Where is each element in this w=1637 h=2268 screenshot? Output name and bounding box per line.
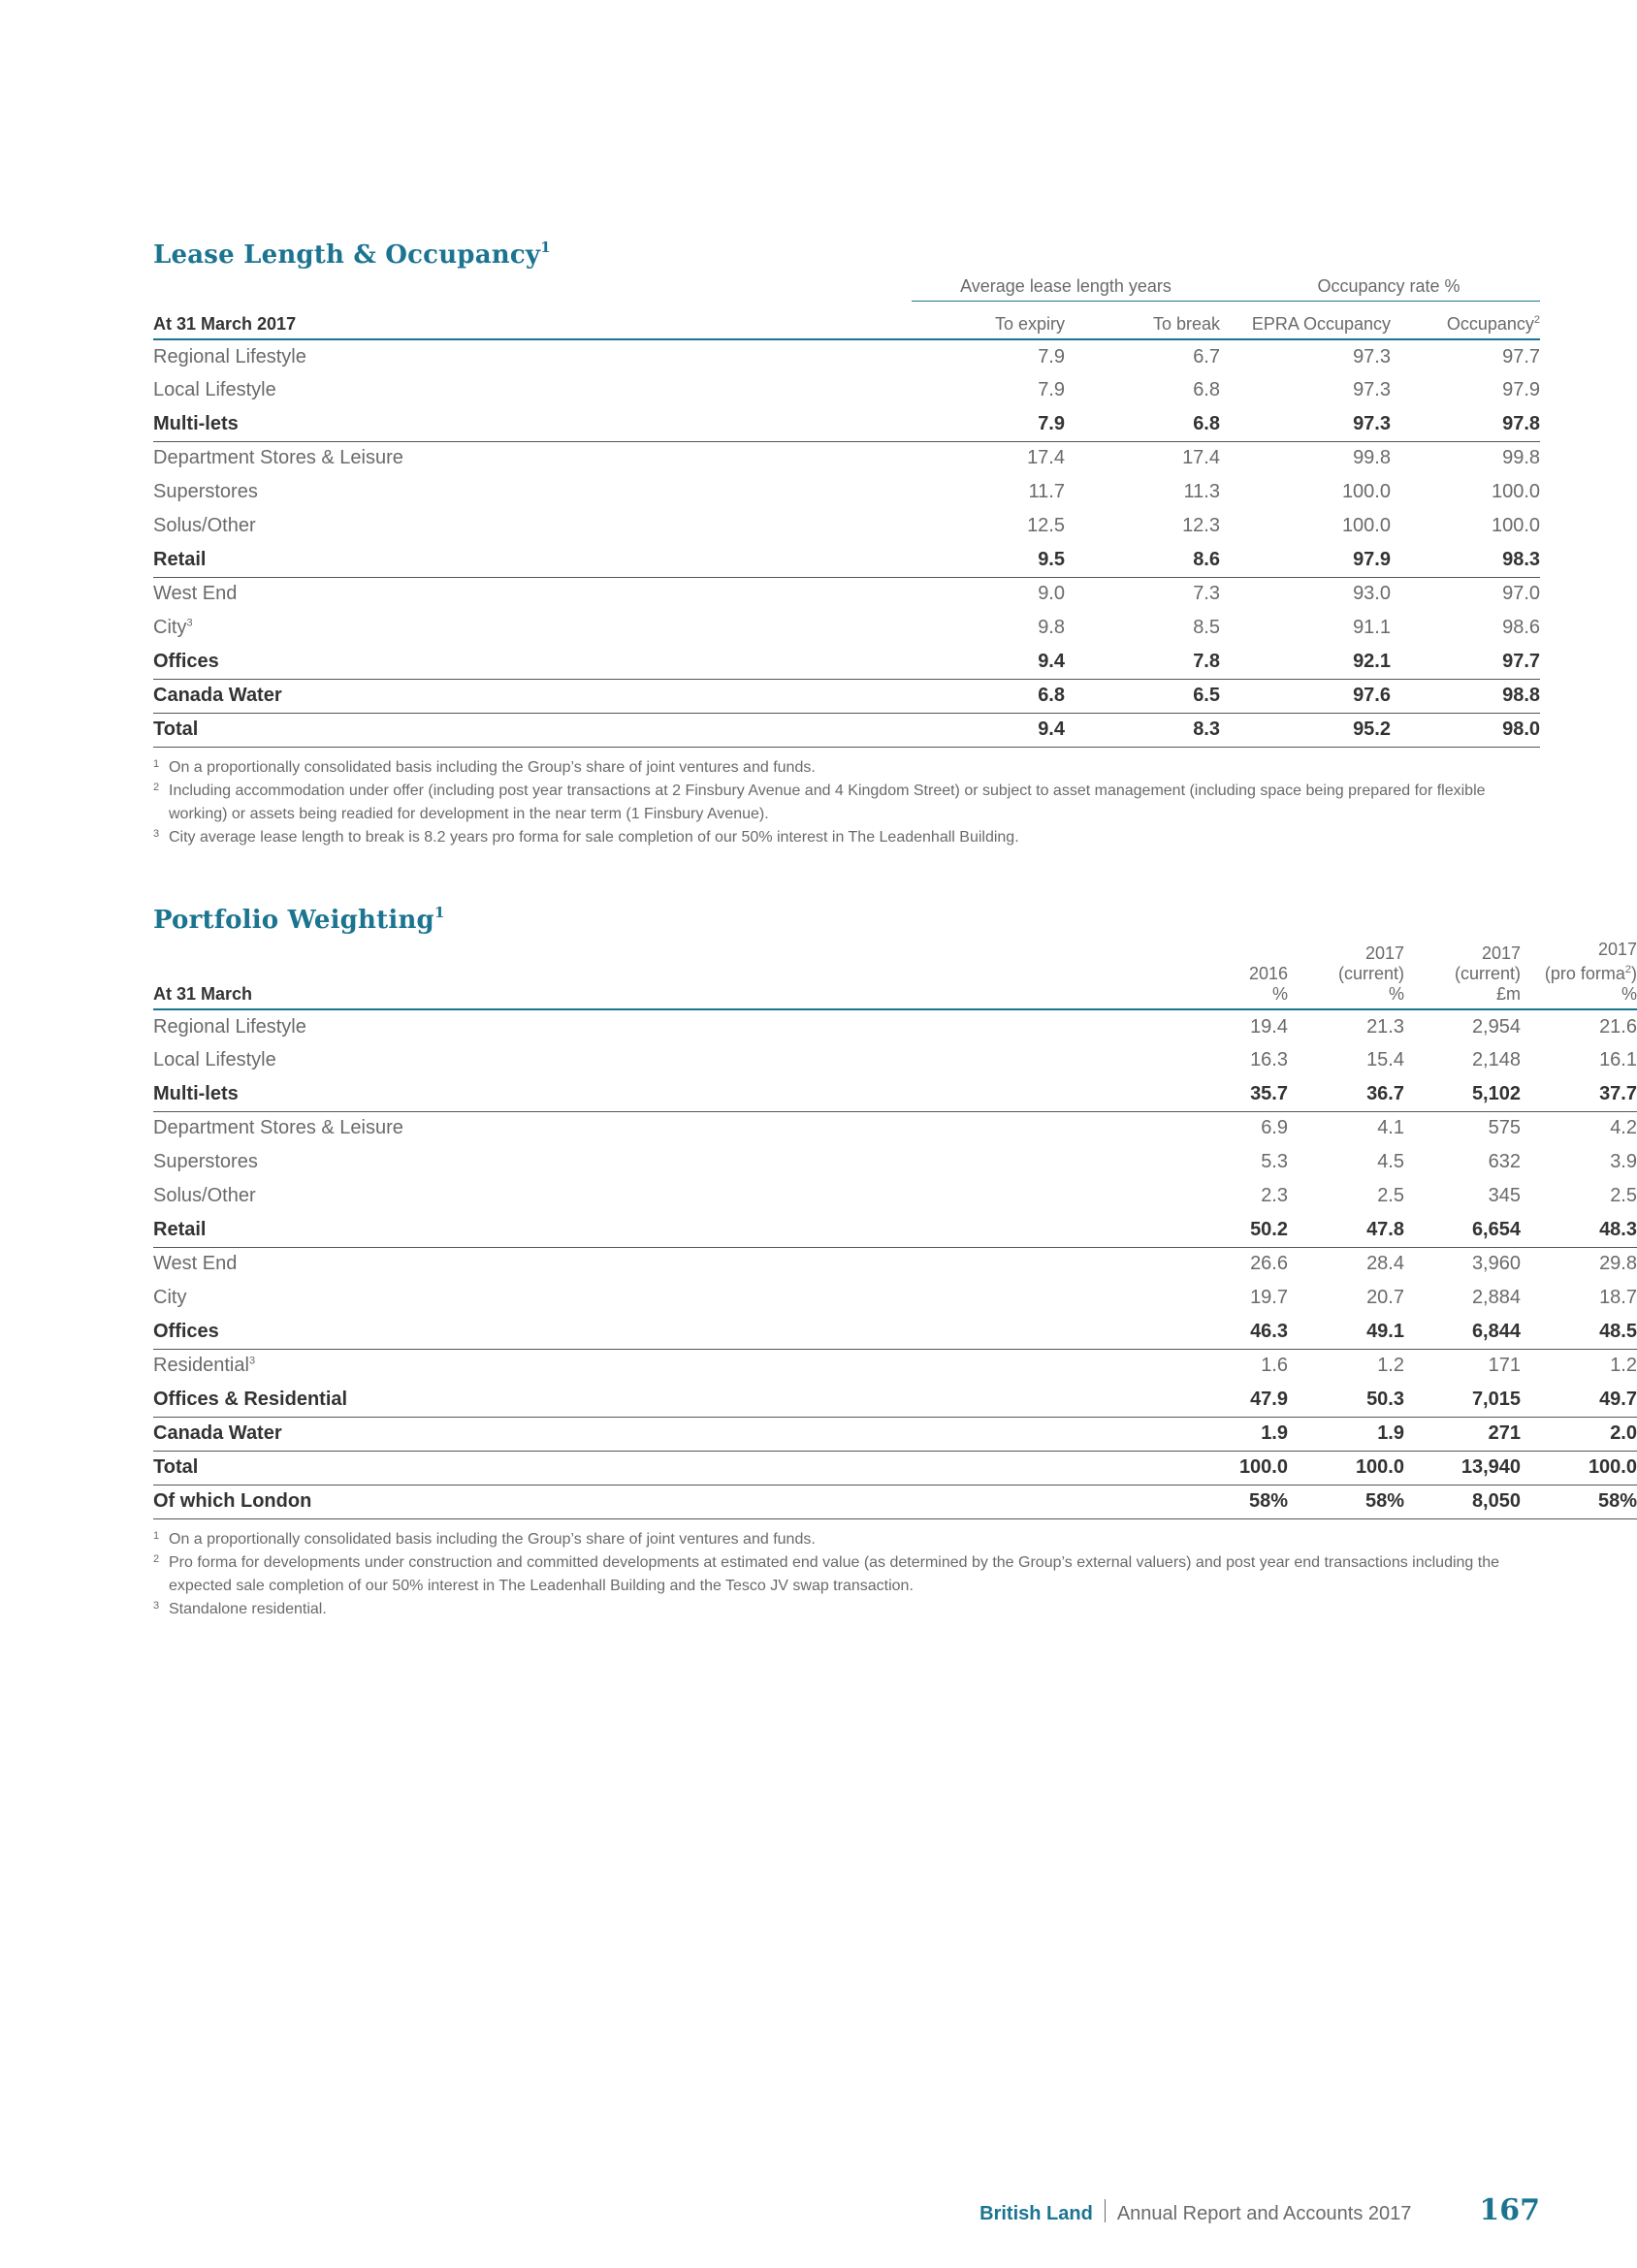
- footnote: [153, 756, 1540, 780]
- row-label-text: Solus/Other: [153, 1185, 256, 1206]
- lease-col-occ-sup: 2: [1533, 314, 1541, 326]
- table-row: [153, 1145, 1637, 1179]
- table-row: [153, 1213, 1637, 1247]
- row-value: 9.5: [912, 543, 1065, 577]
- row-label: [153, 1213, 1191, 1247]
- row-label-text: Retail: [153, 548, 207, 570]
- row-label: [153, 1417, 1191, 1451]
- row-value: 28.4: [1366, 1253, 1404, 1275]
- row-value: 6.7: [1193, 345, 1220, 367]
- row-value: 1.9: [1191, 1417, 1288, 1451]
- row-value: 2.5: [1377, 1185, 1404, 1206]
- lease-col-occ-text: Occupancy: [1446, 314, 1534, 334]
- table-row: [153, 339, 1540, 373]
- row-value: 1.2: [1610, 1355, 1637, 1377]
- row-label-text: Solus/Other: [153, 515, 256, 536]
- table-row: [153, 645, 1540, 679]
- portfolio-col4-close: ): [1631, 964, 1637, 983]
- lease-group-average: Average lease length years: [912, 268, 1220, 302]
- table-row: [153, 1009, 1637, 1043]
- row-value: 98.0: [1391, 713, 1540, 747]
- table-row: [153, 713, 1540, 747]
- row-value: 15.4: [1366, 1049, 1404, 1070]
- footer-report-title: Annual Report and Accounts 2017: [1116, 2203, 1412, 2224]
- row-value: 100.0: [1288, 1451, 1404, 1485]
- footnote-text: Including accommodation under offer (including post year transactions at 2 Finsbury Avenue and 4 Kingdom Street) or subject to asset management (including space being prepared for flexible working) or assets being readied for development in the near term (1 Finsbury Avenue).: [169, 783, 1486, 822]
- row-label: [153, 645, 912, 679]
- row-value: 26.6: [1250, 1253, 1288, 1275]
- row-value: 97.9: [1502, 379, 1541, 400]
- row-value: 48.5: [1521, 1315, 1637, 1349]
- row-value: 49.1: [1288, 1315, 1404, 1349]
- row-value: 21.6: [1599, 1015, 1637, 1038]
- row-value: 13,940: [1404, 1451, 1521, 1485]
- portfolio-col2-sub: (current): [1337, 964, 1404, 983]
- row-value: 9.8: [1038, 617, 1065, 638]
- footnote-number: 2: [153, 782, 160, 793]
- row-value: 7,015: [1404, 1383, 1521, 1417]
- row-value: 4.1: [1377, 1117, 1404, 1139]
- row-label-sup: 3: [186, 617, 193, 629]
- row-value: 7.8: [1065, 645, 1220, 679]
- row-label: [153, 407, 912, 441]
- row-value: 19.4: [1250, 1015, 1288, 1038]
- table-row: [153, 1247, 1637, 1281]
- row-value: 99.8: [1502, 447, 1541, 469]
- footer-brand: British Land: [979, 2203, 1093, 2224]
- row-value: 92.1: [1220, 645, 1391, 679]
- table-row: [153, 407, 1540, 441]
- row-label: [153, 339, 912, 373]
- row-value: 98.6: [1502, 617, 1541, 638]
- lease-title-text: Lease Length & Occupancy: [153, 240, 541, 270]
- portfolio-col4-sup: 2: [1624, 964, 1631, 975]
- row-value: 6,654: [1404, 1213, 1521, 1247]
- row-value: 100.0: [1191, 1451, 1288, 1485]
- portfolio-col-label: At 31 March: [153, 929, 1191, 1009]
- row-label-text: Retail: [153, 1218, 207, 1240]
- row-value: 7.9: [1038, 379, 1065, 400]
- row-value: 2,954: [1471, 1015, 1521, 1038]
- row-value: 2.5: [1610, 1185, 1637, 1206]
- row-value: 9.4: [912, 645, 1065, 679]
- table-row: [153, 577, 1540, 611]
- row-value: 632: [1488, 1151, 1521, 1172]
- portfolio-table: [153, 929, 1637, 1519]
- lease-notes: [153, 756, 1540, 849]
- row-label-text: Department Stores & Leisure: [153, 447, 403, 469]
- row-value: 6.5: [1065, 679, 1220, 713]
- row-value: 93.0: [1353, 583, 1391, 605]
- row-value: 50.2: [1191, 1213, 1288, 1247]
- row-value: 16.3: [1250, 1049, 1288, 1070]
- row-value: 2,884: [1471, 1287, 1521, 1308]
- row-value: 2,148: [1471, 1049, 1521, 1070]
- row-value: 8.5: [1193, 617, 1220, 638]
- row-label: [153, 1247, 1191, 1281]
- row-label: [153, 1145, 1191, 1179]
- row-label-sup: 3: [248, 1355, 256, 1367]
- row-value: 7.9: [1038, 345, 1065, 367]
- row-label-text: Residential: [153, 1355, 249, 1377]
- portfolio-col-2017-current-pct: [1288, 929, 1404, 1009]
- row-value: 6.8: [1193, 379, 1220, 400]
- table-row: [153, 509, 1540, 543]
- row-value: 100.0: [1491, 481, 1541, 502]
- row-label: [153, 713, 912, 747]
- row-label: [153, 1179, 1191, 1213]
- row-value: 6,844: [1404, 1315, 1521, 1349]
- row-value: 4.5: [1377, 1151, 1404, 1172]
- table-row: [153, 679, 1540, 713]
- portfolio-col4-unit: %: [1621, 984, 1637, 1004]
- row-value: 95.2: [1220, 713, 1391, 747]
- row-label: [153, 1281, 1191, 1315]
- row-value: 37.7: [1521, 1077, 1637, 1111]
- footnote-number: 1: [153, 1530, 160, 1542]
- portfolio-col-2017-current-gbp: [1404, 929, 1521, 1009]
- footnote: [153, 826, 1540, 849]
- row-label-text: Department Stores & Leisure: [153, 1117, 403, 1139]
- row-value: 97.3: [1353, 379, 1391, 400]
- row-value: 17.4: [1182, 447, 1220, 469]
- row-value: 47.8: [1288, 1213, 1404, 1247]
- row-value: 16.1: [1599, 1049, 1637, 1070]
- row-value: 58%: [1191, 1485, 1288, 1518]
- row-value: 4.2: [1610, 1117, 1637, 1139]
- portfolio-notes: [153, 1528, 1540, 1621]
- portfolio-col-2016: [1191, 929, 1288, 1009]
- lease-body: [153, 339, 1540, 747]
- footnote-number: 2: [153, 1553, 160, 1565]
- footnote-number: 1: [153, 758, 160, 770]
- row-label: [153, 543, 912, 577]
- row-label-text: Multi-lets: [153, 412, 239, 434]
- row-value: 58%: [1521, 1485, 1637, 1518]
- row-value: 1.9: [1288, 1417, 1404, 1451]
- row-label-text: Canada Water: [153, 1422, 282, 1444]
- row-value: 20.7: [1366, 1287, 1404, 1308]
- table-row: [153, 1349, 1637, 1383]
- row-label-text: Of which London: [153, 1490, 312, 1512]
- row-value: 575: [1488, 1117, 1521, 1139]
- table-row: [153, 543, 1540, 577]
- table-row: [153, 1451, 1637, 1485]
- lease-hdr-blank: [153, 268, 912, 302]
- row-value: 6.9: [1261, 1117, 1288, 1139]
- lease-group-occupancy: Occupancy rate %: [1220, 268, 1540, 302]
- row-label: [153, 509, 912, 543]
- footnote: [153, 1598, 1540, 1621]
- row-label: [153, 1349, 1191, 1383]
- row-label-text: West End: [153, 1253, 238, 1275]
- row-value: 12.5: [1027, 515, 1065, 536]
- row-value: 3.9: [1610, 1151, 1637, 1172]
- row-value: 6.8: [1065, 407, 1220, 441]
- row-label: [153, 679, 912, 713]
- table-row: [153, 1281, 1637, 1315]
- table-row: [153, 1417, 1637, 1451]
- row-label-text: Offices: [153, 650, 219, 672]
- row-value: 35.7: [1191, 1077, 1288, 1111]
- row-label-text: Regional Lifestyle: [153, 1015, 306, 1038]
- footnote-number: 3: [153, 1600, 160, 1612]
- footnote: [153, 1528, 1540, 1551]
- row-value: 1.2: [1377, 1355, 1404, 1377]
- row-value: 97.7: [1502, 345, 1541, 367]
- table-row: [153, 373, 1540, 407]
- row-value: 100.0: [1341, 515, 1391, 536]
- row-value: 98.3: [1391, 543, 1540, 577]
- lease-col-expiry: To expiry: [912, 302, 1065, 340]
- row-value: 50.3: [1288, 1383, 1404, 1417]
- row-label-text: Local Lifestyle: [153, 379, 276, 400]
- portfolio-table-wrap: [153, 929, 1637, 1519]
- row-value: 97.3: [1220, 407, 1391, 441]
- row-value: 49.7: [1521, 1383, 1637, 1417]
- row-label-text: Offices: [153, 1320, 219, 1342]
- row-value: 11.3: [1183, 481, 1220, 502]
- portfolio-col3-unit: £m: [1495, 984, 1521, 1004]
- row-value: 9.4: [912, 713, 1065, 747]
- row-value: 8,050: [1404, 1485, 1521, 1518]
- row-value: 97.3: [1353, 345, 1391, 367]
- table-row: [153, 1485, 1637, 1518]
- lease-col-break: To break: [1065, 302, 1220, 340]
- footnote-text: On a proportionally consolidated basis including the Group’s share of joint ventures and funds.: [169, 759, 816, 776]
- row-value: 97.0: [1502, 583, 1541, 605]
- row-value: 100.0: [1491, 515, 1541, 536]
- row-label-text: City: [153, 1287, 187, 1308]
- row-value: 29.8: [1599, 1253, 1637, 1275]
- row-label-text: Canada Water: [153, 685, 282, 706]
- row-value: 5.3: [1261, 1151, 1288, 1172]
- portfolio-col4-sub: (pro forma: [1544, 964, 1625, 983]
- row-value: 3,960: [1471, 1253, 1521, 1275]
- lease-col-occupancy: [1391, 302, 1540, 340]
- row-label-text: Total: [153, 719, 199, 740]
- row-value: 1.6: [1261, 1355, 1288, 1377]
- row-label: [153, 441, 912, 475]
- row-label: [153, 1315, 1191, 1349]
- row-label: [153, 1077, 1191, 1111]
- footnote: [153, 780, 1540, 826]
- row-label-text: Offices & Residential: [153, 1388, 348, 1410]
- portfolio-col2-unit: %: [1388, 984, 1404, 1004]
- row-label: [153, 475, 912, 509]
- row-value: 271: [1404, 1417, 1521, 1451]
- page-number: 167: [1479, 2193, 1540, 2227]
- row-value: 91.1: [1353, 617, 1391, 638]
- row-value: 171: [1488, 1355, 1521, 1377]
- row-value: 12.3: [1182, 515, 1220, 536]
- table-row: [153, 1315, 1637, 1349]
- row-value: 58%: [1288, 1485, 1404, 1518]
- row-value: 97.9: [1220, 543, 1391, 577]
- row-value: 7.9: [912, 407, 1065, 441]
- portfolio-body: [153, 1009, 1637, 1518]
- table-row: [153, 1179, 1637, 1213]
- row-label-text: Multi-lets: [153, 1082, 239, 1104]
- portfolio-col1-year: 2016: [1248, 964, 1288, 983]
- portfolio-col3-sub: (current): [1454, 964, 1521, 983]
- table-row: [153, 1111, 1637, 1145]
- row-label: [153, 1111, 1191, 1145]
- footnote-text: On a proportionally consolidated basis including the Group’s share of joint ventures and funds.: [169, 1531, 816, 1548]
- row-value: 11.7: [1028, 481, 1065, 502]
- row-value: 48.3: [1521, 1213, 1637, 1247]
- lease-data-table: [153, 268, 1540, 748]
- footnote-text: City average lease length to break is 8.2 years pro forma for sale completion of our 50% interest in The Leadenhall Building.: [169, 829, 1019, 846]
- row-value: 46.3: [1191, 1315, 1288, 1349]
- row-value: 2.3: [1261, 1185, 1288, 1206]
- row-label-text: Regional Lifestyle: [153, 345, 306, 367]
- row-label-text: Superstores: [153, 1151, 258, 1172]
- footer-divider: [1105, 2199, 1106, 2222]
- row-value: 17.4: [1027, 447, 1065, 469]
- page-footer: [979, 2193, 1540, 2227]
- row-label: [153, 373, 912, 407]
- row-label: [153, 1485, 1191, 1518]
- footnote-text: Pro forma for developments under construction and committed developments at estimated end value (as determined by the Group’s external valuers) and post year end transactions including the expected sale completion of our 50% interest in The Leadenhall Building and the Tesco JV swap transaction.: [169, 1554, 1500, 1594]
- row-value: 99.8: [1353, 447, 1391, 469]
- lease-col-epra: EPRA Occupancy: [1220, 302, 1391, 340]
- row-label-text: West End: [153, 583, 238, 605]
- row-label-text: Total: [153, 1456, 199, 1478]
- row-label: [153, 1043, 1191, 1077]
- lease-title-sup: 1: [540, 239, 551, 256]
- row-label: [153, 1451, 1191, 1485]
- portfolio-title-sup: 1: [433, 904, 445, 921]
- row-value: 97.8: [1391, 407, 1540, 441]
- portfolio-col4-year: 2017: [1597, 940, 1637, 959]
- row-value: 97.6: [1220, 679, 1391, 713]
- row-label-text: Superstores: [153, 481, 258, 502]
- lease-col-label: At 31 March 2017: [153, 302, 912, 340]
- row-value: 8.3: [1065, 713, 1220, 747]
- row-value: 9.0: [1038, 583, 1065, 605]
- row-value: 100.0: [1521, 1451, 1637, 1485]
- lease-section: [153, 239, 1540, 270]
- table-row: [153, 1077, 1637, 1111]
- row-label: [153, 1009, 1191, 1043]
- footnote-number: 3: [153, 828, 160, 840]
- row-label: [153, 1383, 1191, 1417]
- row-label-text: City: [153, 617, 187, 638]
- row-value: 36.7: [1288, 1077, 1404, 1111]
- table-row: [153, 1043, 1637, 1077]
- row-label: [153, 577, 912, 611]
- footnote: [153, 1551, 1540, 1598]
- portfolio-title-text: Portfolio Weighting: [153, 906, 434, 935]
- table-row: [153, 441, 1540, 475]
- row-value: 5,102: [1404, 1077, 1521, 1111]
- portfolio-col1-unit: %: [1271, 984, 1288, 1004]
- row-value: 21.3: [1366, 1015, 1404, 1038]
- row-value: 19.7: [1250, 1287, 1288, 1308]
- lease-table-wrap: [153, 268, 1540, 748]
- row-value: 7.3: [1193, 583, 1220, 605]
- row-value: 8.6: [1065, 543, 1220, 577]
- row-value: 97.7: [1391, 645, 1540, 679]
- portfolio-col3-year: 2017: [1481, 943, 1521, 963]
- row-value: 6.8: [912, 679, 1065, 713]
- table-row: [153, 611, 1540, 645]
- footnote-text: Standalone residential.: [169, 1601, 327, 1617]
- row-label: [153, 611, 912, 645]
- row-value: 2.0: [1521, 1417, 1637, 1451]
- portfolio-col2-year: 2017: [1364, 943, 1404, 963]
- row-value: 18.7: [1599, 1287, 1637, 1308]
- table-row: [153, 475, 1540, 509]
- portfolio-col-2017-proforma: [1521, 929, 1637, 1009]
- lease-title: [153, 239, 1540, 270]
- row-value: 345: [1488, 1185, 1521, 1206]
- row-value: 100.0: [1341, 481, 1391, 502]
- row-label-text: Local Lifestyle: [153, 1049, 276, 1070]
- row-value: 98.8: [1391, 679, 1540, 713]
- row-value: 47.9: [1191, 1383, 1288, 1417]
- table-row: [153, 1383, 1637, 1417]
